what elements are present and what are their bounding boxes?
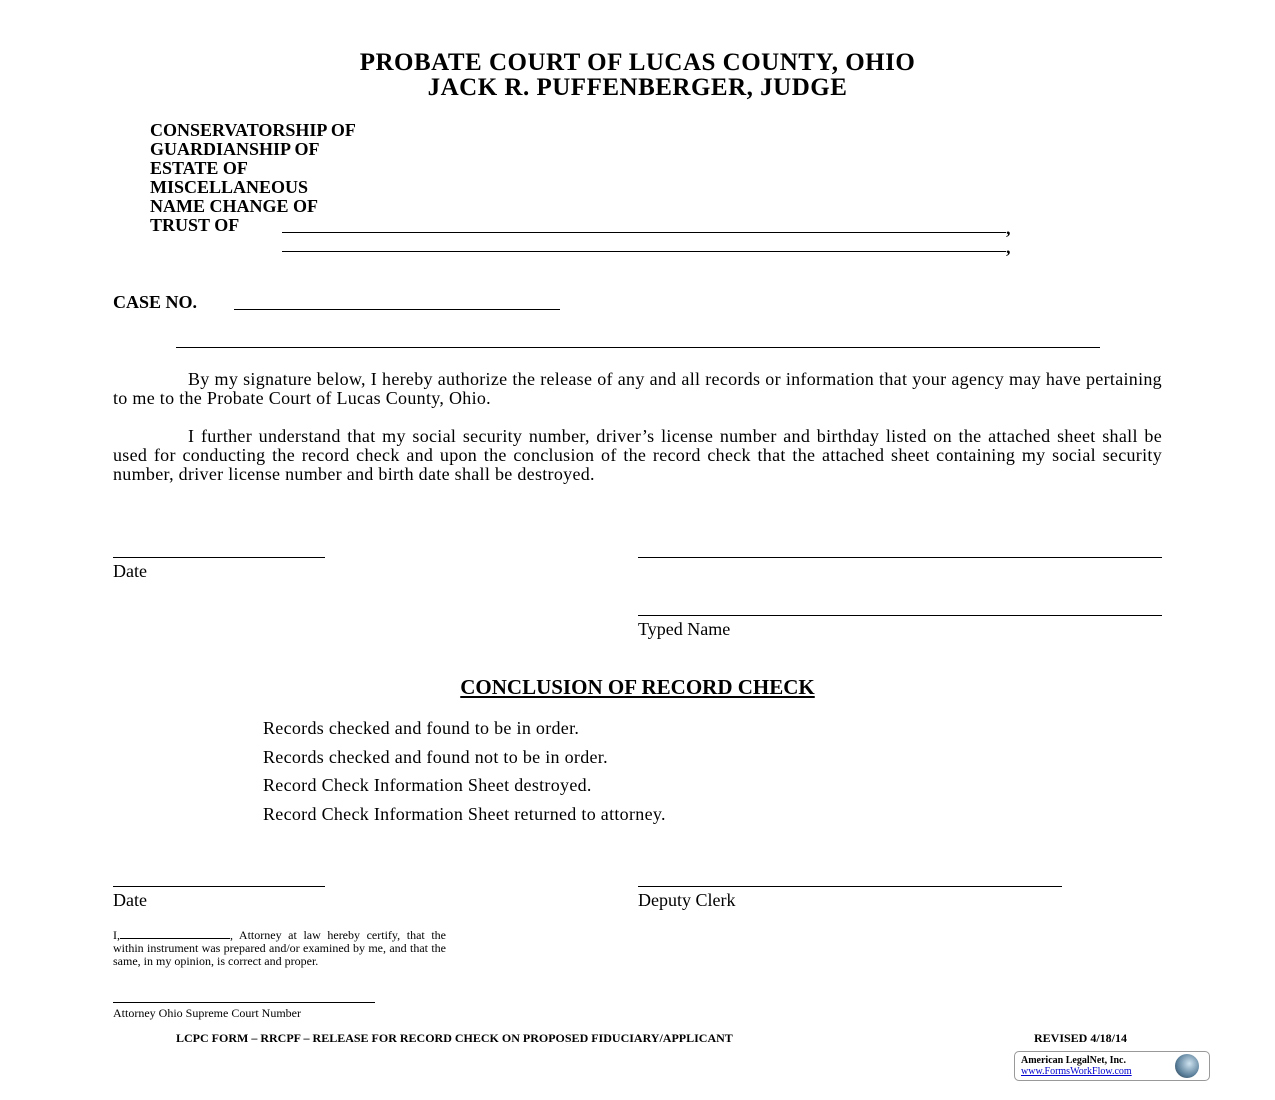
attorney-number-field[interactable] [113,1002,375,1003]
caption-line: CONSERVATORSHIP OF [150,120,356,140]
conclusion-item: Records checked and found to be in order. [263,718,580,738]
comma: , [1006,218,1011,238]
caption-line: NAME CHANGE OF [150,196,318,216]
logo-url[interactable]: www.FormsWorkFlow.com [1021,1066,1132,1077]
date-field[interactable] [113,557,325,558]
typed-name-label: Typed Name [638,619,731,639]
typed-name-field[interactable] [638,615,1162,616]
understanding-paragraph: I further understand that my social security number, driver’s license number and birthday listed on the attached sheet shall be used for conducting the record check and upon the conclusion of the record check that the attached sheet containing my social security number, driver license number and birth date shall be destroyed. [113,426,1162,484]
caption-line: TRUST OF [150,215,240,235]
american-legalnet-logo [1014,1051,1210,1081]
form-footer: LCPC FORM – RRCPF – RELEASE FOR RECORD CHECK ON PROPOSED FIDUCIARY/APPLICANT [176,1031,733,1045]
date-label: Date [113,561,147,581]
attorney-number-label: Attorney Ohio Supreme Court Number [113,1006,301,1020]
case-no-field[interactable] [234,309,560,310]
globe-icon [1175,1054,1199,1078]
conclusion-item: Record Check Information Sheet returned to attorney. [263,804,666,824]
name-field-1[interactable] [282,232,1006,233]
logo-company: American LegalNet, Inc. [1021,1055,1126,1066]
conclusion-date-field[interactable] [113,886,325,887]
caption-line: MISCELLANEOUS [150,177,309,197]
deputy-clerk-label: Deputy Clerk [638,890,736,910]
comma: , [1006,237,1011,257]
certify-text: , Attorney at law hereby certify, that the within instrument was prepared and/or examined by me, and that the same, in my opinion, is correct and proper. [113,928,446,968]
conclusion-date-label: Date [113,890,147,910]
divider [176,347,1100,348]
caption-line: GUARDIANSHIP OF [150,139,320,159]
attorney-name-field[interactable] [120,929,230,939]
caption-line: ESTATE OF [150,158,248,178]
case-no-label: CASE NO. [113,292,198,312]
deputy-clerk-field[interactable] [638,886,1062,887]
authorization-paragraph: By my signature below, I hereby authorize the release of any and all records or information that your agency may have pertaining to me to the Probate Court of Lucas County, Ohio. [113,369,1162,408]
certify-prefix: I, [113,928,120,942]
name-field-2[interactable] [282,251,1006,252]
attorney-certification [113,929,446,968]
signature-field[interactable] [638,557,1162,558]
judge-title: JACK R. PUFFENBERGER, JUDGE [427,74,848,101]
conclusion-item: Record Check Information Sheet destroyed. [263,775,592,795]
conclusion-heading: CONCLUSION OF RECORD CHECK [460,675,815,699]
revised-date: REVISED 4/18/14 [1034,1031,1128,1045]
conclusion-item: Records checked and found not to be in order. [263,747,608,767]
court-title: PROBATE COURT OF LUCAS COUNTY, OHIO [359,49,916,76]
